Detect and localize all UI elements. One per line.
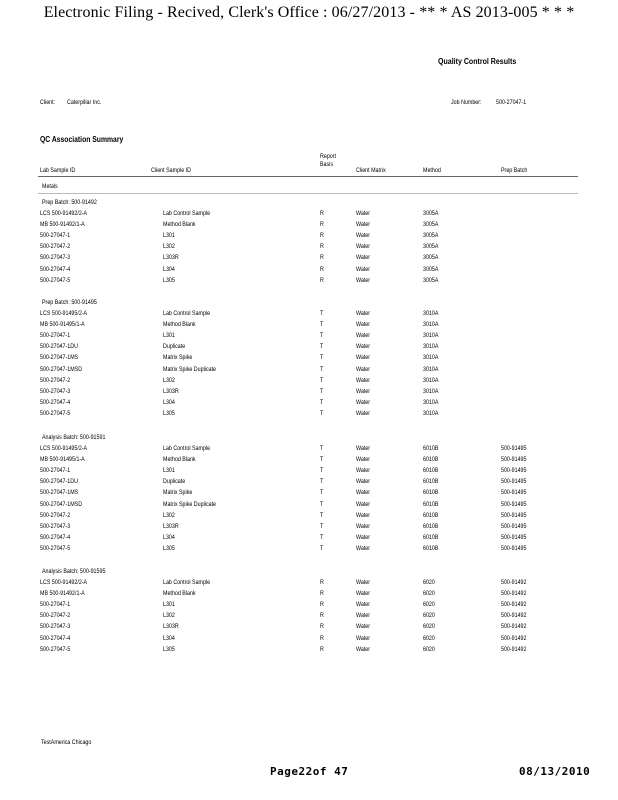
cell-lab-sample-id: MB 500-91492/1-A bbox=[40, 221, 85, 229]
cell-report-basis: T bbox=[320, 522, 324, 530]
cell-lab-sample-id: 500-27047-2 bbox=[40, 511, 71, 519]
cell-lab-sample-id: 500-27047-5 bbox=[40, 409, 71, 417]
cell-client-matrix: Water bbox=[356, 310, 371, 317]
cell-report-basis: R bbox=[320, 276, 324, 284]
cell-prep-batch: 500-91495 bbox=[501, 478, 527, 486]
cell-lab-sample-id: 500-27047-1DU bbox=[40, 478, 78, 486]
cell-client-sample-id: Matrix Spike Duplicate bbox=[163, 365, 217, 373]
cell-client-sample-id: L304 bbox=[163, 634, 175, 642]
cell-lab-sample-id: 500-27047-3 bbox=[40, 522, 71, 530]
cell-lab-sample-id: 500-27047-1MS bbox=[40, 489, 79, 497]
cell-client-matrix: Water bbox=[356, 445, 371, 452]
cell-lab-sample-id: 500-27047-1MSD bbox=[40, 365, 83, 373]
cell-method: 3005A bbox=[423, 276, 439, 284]
cell-client-matrix: Water bbox=[356, 645, 371, 653]
cell-method: 6010B bbox=[423, 544, 439, 552]
cell-lab-sample-id: LCS 500-91492/2-A bbox=[40, 210, 88, 217]
table-row bbox=[0, 266, 618, 277]
table-row bbox=[0, 343, 618, 354]
cell-lab-sample-id: LCS 500-91492/2-A bbox=[40, 579, 88, 586]
cell-client-matrix: Water bbox=[356, 265, 371, 273]
cell-prep-batch: 500-91492 bbox=[501, 590, 527, 598]
cell-report-basis: R bbox=[320, 645, 324, 653]
cell-client-sample-id: Lab Control Sample bbox=[163, 445, 211, 452]
cell-method: 6020 bbox=[423, 634, 435, 642]
cell-report-basis: R bbox=[320, 265, 324, 273]
cell-report-basis: R bbox=[320, 243, 324, 251]
table-row bbox=[0, 332, 618, 343]
cell-method: 3010A bbox=[423, 387, 439, 395]
cell-method: 6020 bbox=[423, 612, 435, 620]
table-row bbox=[0, 489, 618, 500]
cell-client-sample-id: Method Blank bbox=[163, 321, 196, 329]
table-row bbox=[0, 277, 618, 288]
cell-lab-sample-id: 500-27047-2 bbox=[40, 612, 71, 620]
cell-report-basis: R bbox=[320, 612, 324, 620]
cell-client-matrix: Water bbox=[356, 343, 371, 351]
cell-client-matrix: Water bbox=[356, 398, 371, 406]
cell-method: 3005A bbox=[423, 221, 439, 229]
cell-client-sample-id: L305 bbox=[163, 409, 175, 417]
cell-client-sample-id: L302 bbox=[163, 243, 175, 251]
cell-lab-sample-id: 500-27047-3 bbox=[40, 387, 71, 395]
table-row bbox=[0, 210, 618, 221]
cell-client-matrix: Water bbox=[356, 467, 371, 475]
cell-method: 6010B bbox=[423, 511, 439, 519]
cell-prep-batch: 500-91495 bbox=[501, 467, 527, 475]
cell-client-matrix: Water bbox=[356, 544, 371, 552]
footer-date: 08/13/2010 bbox=[519, 765, 591, 778]
cell-client-matrix: Water bbox=[356, 579, 371, 586]
cell-method: 3010A bbox=[423, 310, 439, 317]
cell-method: 6010B bbox=[423, 467, 439, 475]
cell-client-sample-id: L303R bbox=[163, 623, 179, 631]
cell-client-matrix: Water bbox=[356, 500, 371, 508]
cell-lab-sample-id: MB 500-91495/1-A bbox=[40, 456, 85, 464]
cell-report-basis: T bbox=[320, 343, 324, 351]
cell-method: 6010B bbox=[423, 500, 439, 508]
cell-client-sample-id: L305 bbox=[163, 276, 175, 284]
cell-method: 3010A bbox=[423, 321, 439, 329]
cell-lab-sample-id: 500-27047-5 bbox=[40, 276, 71, 284]
cell-client-matrix: Water bbox=[356, 243, 371, 251]
cell-client-sample-id: L305 bbox=[163, 544, 175, 552]
cell-report-basis: T bbox=[320, 445, 324, 452]
cell-report-basis: T bbox=[320, 387, 324, 395]
table-row bbox=[0, 232, 618, 243]
cell-report-basis: T bbox=[320, 511, 324, 519]
table-row bbox=[0, 534, 618, 545]
table-row bbox=[0, 399, 618, 410]
cell-report-basis: R bbox=[320, 590, 324, 598]
cell-client-matrix: Water bbox=[356, 634, 371, 642]
cell-client-matrix: Water bbox=[356, 533, 371, 541]
cell-client-matrix: Water bbox=[356, 365, 371, 373]
cell-client-matrix: Water bbox=[356, 221, 371, 229]
cell-report-basis: T bbox=[320, 398, 324, 406]
cell-method: 3010A bbox=[423, 365, 439, 373]
cell-lab-sample-id: 500-27047-1MS bbox=[40, 354, 79, 362]
table-row bbox=[0, 310, 618, 321]
col-header-lab-sample-id: Lab Sample ID bbox=[40, 167, 76, 174]
table-row bbox=[0, 579, 618, 590]
table-row bbox=[0, 366, 618, 377]
cell-lab-sample-id: 500-27047-1 bbox=[40, 601, 71, 609]
cell-method: 3010A bbox=[423, 332, 439, 340]
cell-method: 6010B bbox=[423, 478, 439, 486]
col-header-method: Method bbox=[423, 167, 441, 174]
cell-lab-sample-id: 500-27047-5 bbox=[40, 645, 71, 653]
cell-report-basis: T bbox=[320, 365, 324, 373]
client-name: Caterpillar Inc. bbox=[67, 99, 102, 106]
cell-client-matrix: Water bbox=[356, 210, 371, 217]
cell-lab-sample-id: 500-27047-4 bbox=[40, 533, 71, 541]
cell-client-sample-id: L301 bbox=[163, 232, 175, 240]
cell-method: 3010A bbox=[423, 354, 439, 362]
cell-client-matrix: Water bbox=[356, 590, 371, 598]
cell-lab-sample-id: 500-27047-4 bbox=[40, 398, 71, 406]
cell-method: 6010B bbox=[423, 445, 439, 452]
cell-lab-sample-id: 500-27047-1 bbox=[40, 332, 71, 340]
table-row bbox=[0, 612, 618, 623]
header-rule bbox=[38, 176, 578, 177]
cell-report-basis: R bbox=[320, 254, 324, 262]
cell-client-sample-id: Lab Control Sample bbox=[163, 310, 211, 317]
cell-client-sample-id: L303R bbox=[163, 254, 179, 262]
cell-report-basis: R bbox=[320, 221, 324, 229]
cell-lab-sample-id: LCS 500-91495/2-A bbox=[40, 310, 88, 317]
cell-method: 6010B bbox=[423, 522, 439, 530]
table-row bbox=[0, 243, 618, 254]
cell-client-sample-id: Duplicate bbox=[163, 343, 186, 351]
cell-prep-batch: 500-91492 bbox=[501, 612, 527, 620]
table-row bbox=[0, 354, 618, 365]
cell-client-sample-id: Matrix Spike bbox=[163, 489, 193, 497]
cell-client-matrix: Water bbox=[356, 332, 371, 340]
cell-client-sample-id: Lab Control Sample bbox=[163, 579, 211, 586]
cell-client-sample-id: L301 bbox=[163, 332, 175, 340]
table-row bbox=[0, 512, 618, 523]
col-header-client-sample-id: Client Sample ID bbox=[151, 167, 192, 174]
table-row bbox=[0, 456, 618, 467]
cell-lab-sample-id: 500-27047-1MSD bbox=[40, 500, 83, 508]
report-title: Quality Control Results bbox=[438, 57, 517, 66]
table-row bbox=[0, 501, 618, 512]
job-number: 500-27047-1 bbox=[496, 99, 527, 106]
cell-report-basis: R bbox=[320, 579, 324, 586]
col-header-prep-batch: Prep Batch bbox=[501, 167, 528, 174]
cell-method: 6020 bbox=[423, 579, 435, 586]
summary-title: QC Association Summary bbox=[40, 135, 124, 144]
cell-lab-sample-id: 500-27047-5 bbox=[40, 544, 71, 552]
cell-report-basis: T bbox=[320, 456, 324, 464]
batch-title: Prep Batch: 500-91492 bbox=[42, 199, 97, 206]
cell-report-basis: R bbox=[320, 634, 324, 642]
batch-title: Prep Batch: 500-91495 bbox=[42, 299, 97, 306]
cell-report-basis: T bbox=[320, 310, 324, 317]
cell-prep-batch: 500-91495 bbox=[501, 500, 527, 508]
cell-client-sample-id: L302 bbox=[163, 612, 175, 620]
cell-method: 3010A bbox=[423, 376, 439, 384]
table-row bbox=[0, 601, 618, 612]
cell-client-matrix: Water bbox=[356, 232, 371, 240]
cell-method: 6010B bbox=[423, 533, 439, 541]
cell-lab-sample-id: LCS 500-91495/2-A bbox=[40, 445, 88, 452]
cell-client-matrix: Water bbox=[356, 522, 371, 530]
cell-client-sample-id: Method Blank bbox=[163, 456, 196, 464]
cell-client-sample-id: L302 bbox=[163, 376, 175, 384]
cell-method: 6020 bbox=[423, 623, 435, 631]
cell-prep-batch: 500-91492 bbox=[501, 634, 527, 642]
table-row bbox=[0, 467, 618, 478]
table-row bbox=[0, 635, 618, 646]
cell-report-basis: R bbox=[320, 601, 324, 609]
filing-stamp-header: Electronic Filing - Recived, Clerk's Office : 06/27/2013 - ** * AS 2013-005 * * * bbox=[43, 4, 575, 21]
cell-lab-sample-id: 500-27047-4 bbox=[40, 634, 71, 642]
cell-client-matrix: Water bbox=[356, 511, 371, 519]
table-row bbox=[0, 646, 618, 657]
cell-lab-sample-id: MB 500-91492/1-A bbox=[40, 590, 85, 598]
cell-prep-batch: 500-91492 bbox=[501, 645, 527, 653]
cell-client-sample-id: Lab Control Sample bbox=[163, 210, 211, 217]
cell-client-sample-id: Matrix Spike bbox=[163, 354, 193, 362]
cell-client-sample-id: L303R bbox=[163, 387, 179, 395]
cell-report-basis: T bbox=[320, 544, 324, 552]
cell-prep-batch: 500-91495 bbox=[501, 522, 527, 530]
cell-client-matrix: Water bbox=[356, 376, 371, 384]
cell-client-sample-id: L302 bbox=[163, 511, 175, 519]
cell-report-basis: T bbox=[320, 500, 324, 508]
cell-client-matrix: Water bbox=[356, 478, 371, 486]
cell-client-sample-id: L304 bbox=[163, 533, 175, 541]
cell-report-basis: T bbox=[320, 478, 324, 486]
cell-report-basis: T bbox=[320, 467, 324, 475]
cell-prep-batch: 500-91495 bbox=[501, 544, 527, 552]
table-row bbox=[0, 377, 618, 388]
cell-report-basis: T bbox=[320, 533, 324, 541]
cell-client-sample-id: L303R bbox=[163, 522, 179, 530]
section-metals: Metals bbox=[42, 183, 58, 190]
cell-client-matrix: Water bbox=[356, 276, 371, 284]
cell-method: 3005A bbox=[423, 254, 439, 262]
cell-prep-batch: 500-91495 bbox=[501, 489, 527, 497]
cell-lab-sample-id: 500-27047-1 bbox=[40, 467, 71, 475]
cell-client-matrix: Water bbox=[356, 456, 371, 464]
table-row bbox=[0, 545, 618, 556]
cell-client-sample-id: Method Blank bbox=[163, 590, 196, 598]
table-row bbox=[0, 221, 618, 232]
table-row bbox=[0, 388, 618, 399]
table-row bbox=[0, 623, 618, 634]
cell-prep-batch: 500-91492 bbox=[501, 579, 527, 586]
cell-client-sample-id: Duplicate bbox=[163, 478, 186, 486]
section-rule bbox=[38, 193, 578, 194]
cell-method: 3005A bbox=[423, 232, 439, 240]
cell-report-basis: T bbox=[320, 489, 324, 497]
cell-report-basis: T bbox=[320, 332, 324, 340]
cell-prep-batch: 500-91492 bbox=[501, 623, 527, 631]
cell-client-sample-id: L304 bbox=[163, 398, 175, 406]
cell-lab-sample-id: 500-27047-1 bbox=[40, 232, 71, 240]
cell-method: 3005A bbox=[423, 243, 439, 251]
cell-method: 6020 bbox=[423, 601, 435, 609]
cell-client-sample-id: L304 bbox=[163, 265, 175, 273]
cell-client-matrix: Water bbox=[356, 321, 371, 329]
table-row bbox=[0, 590, 618, 601]
cell-method: 6010B bbox=[423, 456, 439, 464]
cell-report-basis: R bbox=[320, 623, 324, 631]
table-row bbox=[0, 410, 618, 421]
table-row bbox=[0, 478, 618, 489]
cell-client-sample-id: Method Blank bbox=[163, 221, 196, 229]
cell-method: 3005A bbox=[423, 210, 439, 217]
cell-method: 6020 bbox=[423, 645, 435, 653]
table-row bbox=[0, 254, 618, 265]
cell-client-sample-id: Matrix Spike Duplicate bbox=[163, 500, 217, 508]
cell-prep-batch: 500-91495 bbox=[501, 445, 527, 452]
col-header-report: Report bbox=[320, 153, 337, 160]
cell-client-matrix: Water bbox=[356, 354, 371, 362]
col-header-client-matrix: Client Matrix bbox=[356, 167, 386, 174]
cell-report-basis: R bbox=[320, 210, 324, 217]
cell-client-sample-id: L301 bbox=[163, 467, 175, 475]
cell-prep-batch: 500-91495 bbox=[501, 533, 527, 541]
cell-prep-batch: 500-91495 bbox=[501, 511, 527, 519]
col-header-basis: Basis bbox=[320, 161, 334, 168]
cell-method: 3005A bbox=[423, 265, 439, 273]
cell-lab-sample-id: 500-27047-3 bbox=[40, 623, 71, 631]
cell-lab-sample-id: 500-27047-3 bbox=[40, 254, 71, 262]
cell-client-matrix: Water bbox=[356, 409, 371, 417]
cell-client-matrix: Water bbox=[356, 387, 371, 395]
batch-title: Analysis Batch: 500-91591 bbox=[42, 434, 106, 441]
cell-method: 3010A bbox=[423, 343, 439, 351]
client-label: Client: bbox=[40, 99, 56, 106]
cell-client-matrix: Water bbox=[356, 489, 371, 497]
cell-lab-sample-id: 500-27047-4 bbox=[40, 265, 71, 273]
table-row bbox=[0, 445, 618, 456]
cell-prep-batch: 500-91492 bbox=[501, 601, 527, 609]
job-number-label: Job Number: bbox=[451, 99, 482, 106]
page-number: Page22of 47 bbox=[270, 765, 349, 778]
cell-prep-batch: 500-91495 bbox=[501, 456, 527, 464]
cell-report-basis: T bbox=[320, 354, 324, 362]
cell-client-matrix: Water bbox=[356, 601, 371, 609]
cell-report-basis: T bbox=[320, 376, 324, 384]
batch-title: Analysis Batch: 500-91595 bbox=[42, 568, 106, 575]
cell-method: 3010A bbox=[423, 398, 439, 406]
cell-client-sample-id: L301 bbox=[163, 601, 175, 609]
lab-name: TestAmerica Chicago bbox=[41, 739, 92, 746]
cell-client-matrix: Water bbox=[356, 612, 371, 620]
cell-report-basis: R bbox=[320, 232, 324, 240]
cell-report-basis: T bbox=[320, 321, 324, 329]
cell-method: 3010A bbox=[423, 409, 439, 417]
cell-lab-sample-id: 500-27047-2 bbox=[40, 376, 71, 384]
cell-report-basis: T bbox=[320, 409, 324, 417]
cell-client-sample-id: L305 bbox=[163, 645, 175, 653]
cell-method: 6010B bbox=[423, 489, 439, 497]
cell-client-matrix: Water bbox=[356, 623, 371, 631]
cell-lab-sample-id: 500-27047-2 bbox=[40, 243, 71, 251]
cell-lab-sample-id: MB 500-91495/1-A bbox=[40, 321, 85, 329]
cell-lab-sample-id: 500-27047-1DU bbox=[40, 343, 78, 351]
table-row bbox=[0, 321, 618, 332]
cell-client-matrix: Water bbox=[356, 254, 371, 262]
cell-method: 6020 bbox=[423, 590, 435, 598]
table-row bbox=[0, 523, 618, 534]
